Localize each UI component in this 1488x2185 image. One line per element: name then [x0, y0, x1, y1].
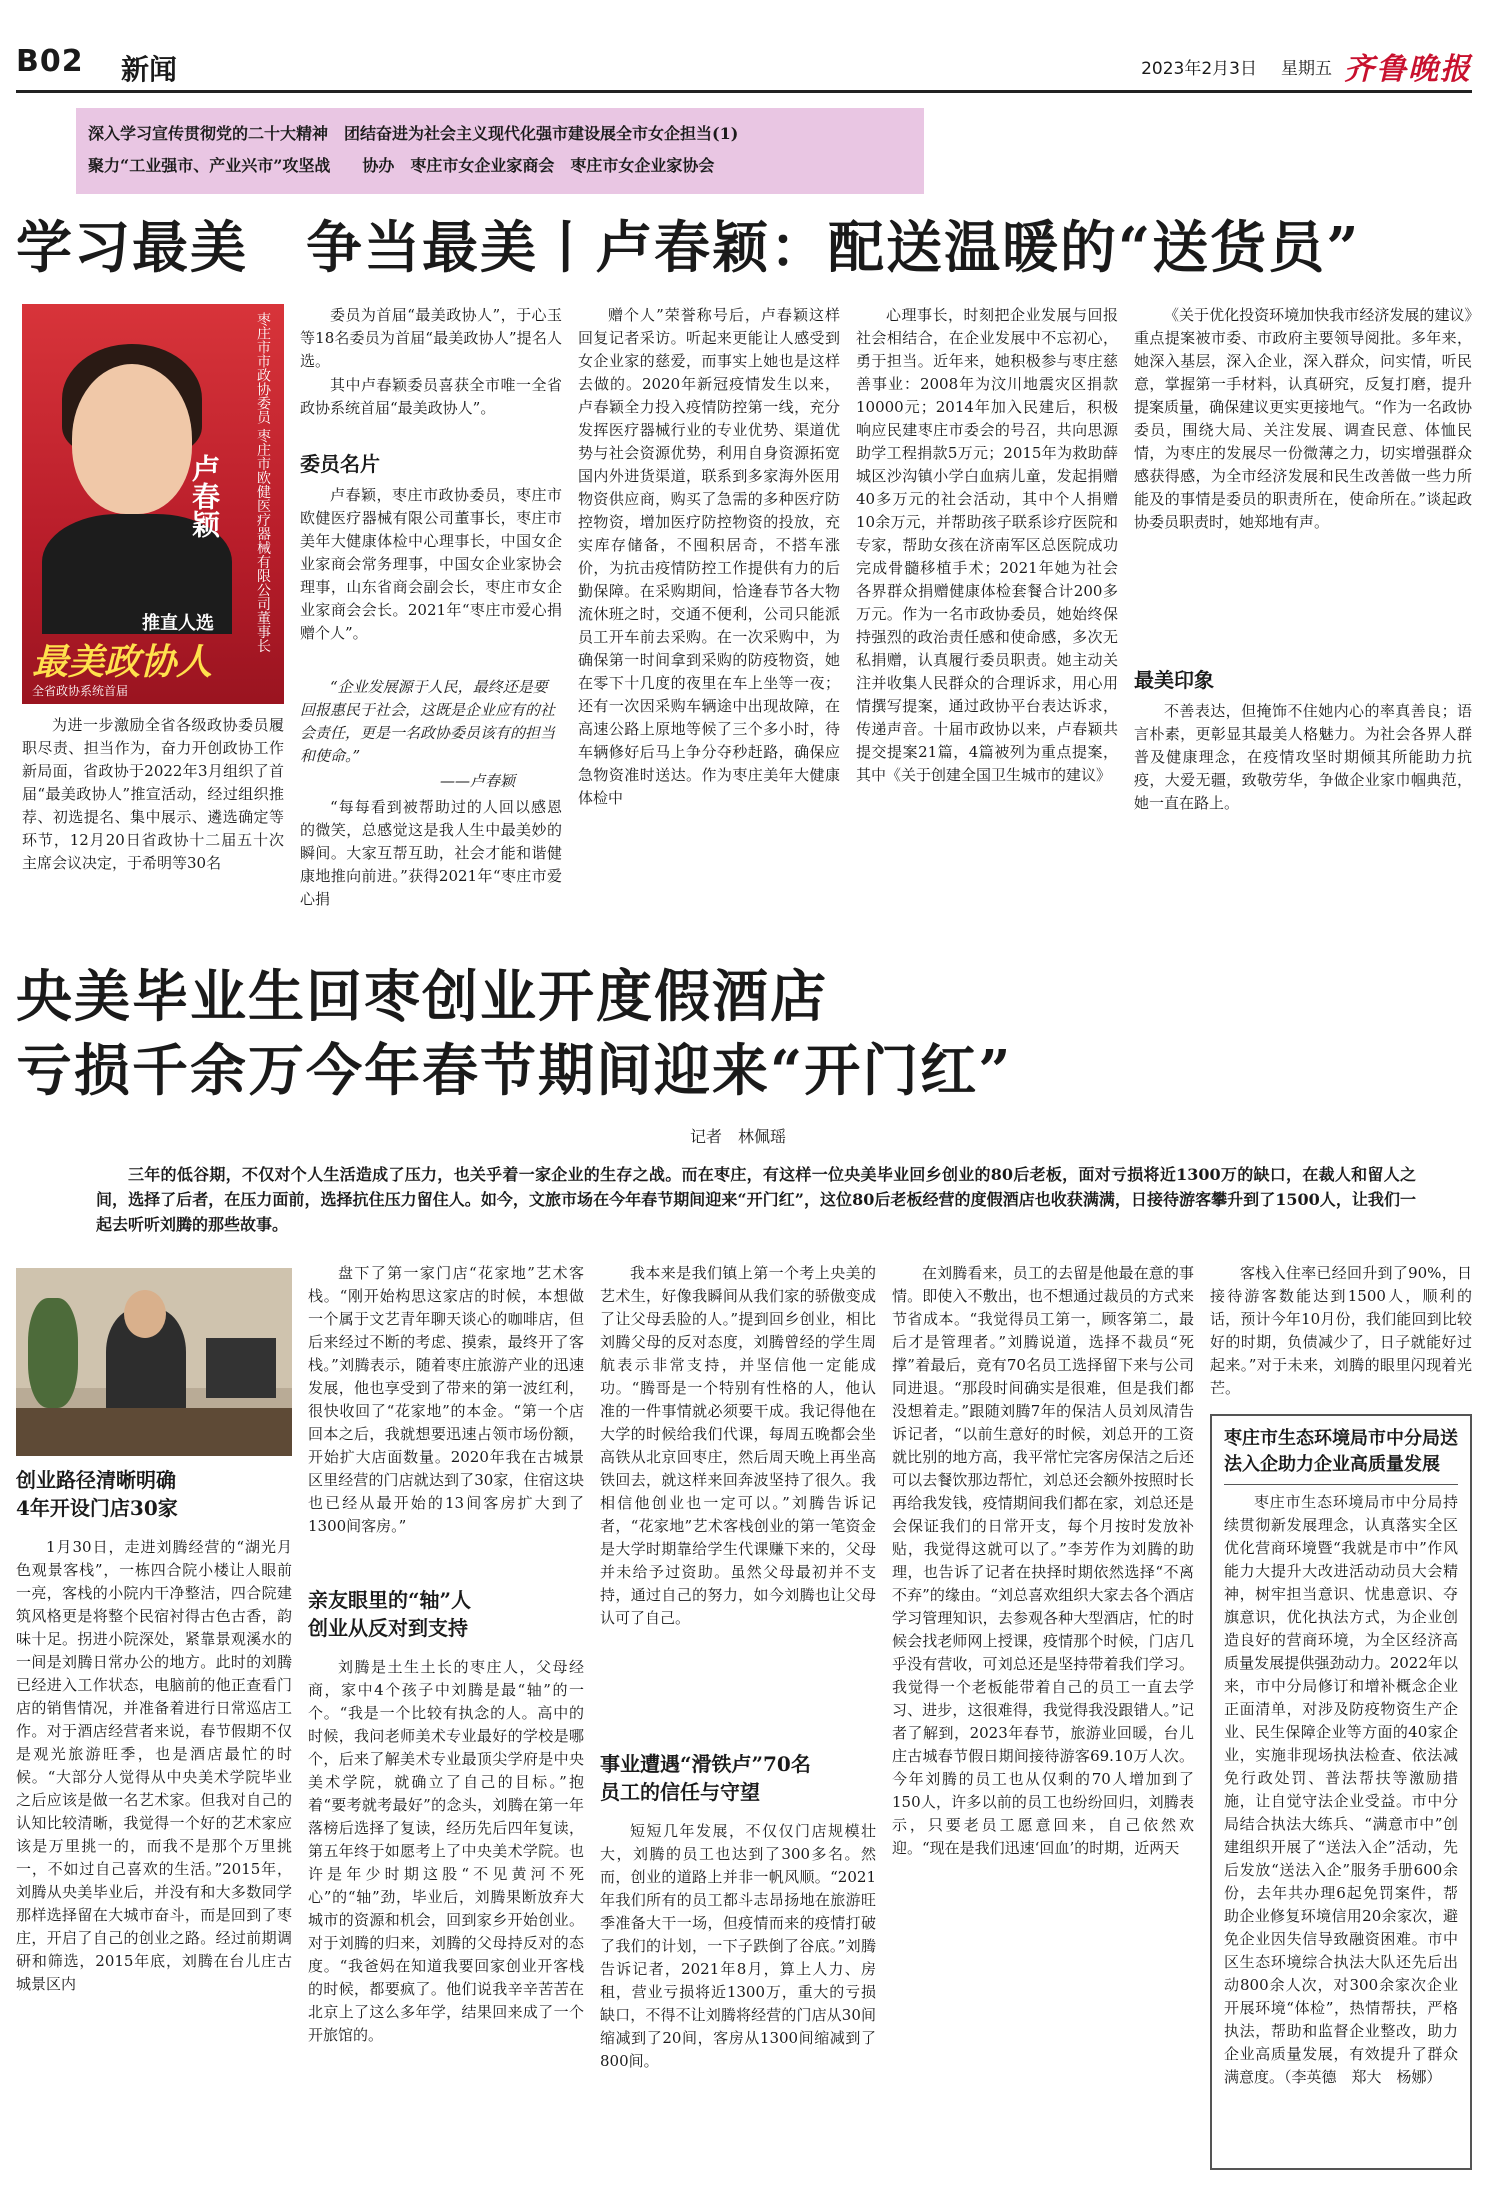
article2-col4: 在刘腾看来，员工的去留是他最在意的事情。即使入不敷出，也不想通过裁员的方式来节省成本。“我觉得员工第一，顾客第二，最后才是管理者。”刘腾说道，选择不裁员“死撑”着最后，竟有70名员工选择留下来与公司同进退。“那段时间确实是很难，但是我们都没想着走。”跟随刘腾7年的保洁人员刘凤清告诉记者，“以前生意好的时候，刘总开的工资就比别的地方高，我平常忙完客房保洁之后还可以去餐饮那边帮忙，刘总还会额外按照时长再给我发钱，疫情期间我们都在家，刘总还是会保证我们的日常开支，每个月按时发放补贴，我觉得这就可以了。”李芳作为刘腾的助理，也告诉了记者在抉择时期依然选择“不离不弃”的缘由。“刘总喜欢组织大家去各个酒店学习管理知识，去参观各种大型酒店，忙的时候会找老师网上授课，疫情那个时候，门店几乎没有营收，可刘总还是坚持带着我们学习。我觉得一个老板能带着自己的员工一直去学习、进步，这很难得，我觉得我没跟错人。”记者了解到，2023年春节，旅游业回暖，台儿庄古城春节假日期间接待游客69.10万人次。今年刘腾的员工也从仅剩的70人增加到了150人，许多以前的员工也纷纷回归，刘腾表示，只要老员工愿意回来，自己依然欢迎。“现在是我们迅速‘回血’的时期，近两天 [892, 1264, 1194, 1857]
article2-col1: 1月30日，走进刘腾经营的“湖光月色观景客栈”，一栋四合院小楼让人眼前一亮，客栈的小院内干净整洁，四合院建筑风格更是将整个民宿衬得古色古香，韵味十足。拐进小院深处，紧靠景观溪水的一间是刘腾日常办公的地方。此时的刘腾已经进入工作状态，电脑前的他正查看门店的销售情况，并准备着进行日常巡店工作。对于酒店经营者来说，春节假期不仅是观光旅游旺季，也是酒店最忙的时候。“大部分人觉得从中央美术学院毕业之后应该是做一名艺术家。但我对自己的认知比较清晰，我觉得一个好的艺术家应该是万里挑一的，而我不是那个万里挑一，不如过自己喜欢的生活。”2015年，刘腾从央美毕业后，并没有和大多数同学那样选择留在大城市奋斗，而是回到了枣庄，开启了自己的创业之路。经过前期调研和筛选，2015年底，刘腾在台儿庄古城景区内 [16, 1538, 292, 1993]
article1-col1: 为进一步激励全省各级政协委员履职尽责、担当作为，奋力开创政协工作新局面，省政协于2022年3月组织了首届“最美政协人”推宣活动，经过组织推荐、初选提名、集中展示、遴选确定等环节，12月20日省政协十二届五十次主席会议决定，于希明等30名 [22, 716, 284, 872]
subhead-2: 亲友眼里的“轴”人 创业从反对到支持 [308, 1588, 472, 1640]
portrait-award: 最美政协人 [32, 641, 213, 683]
portrait-face [72, 364, 192, 514]
portrait-award-sub: 全省政协系统首届 [32, 684, 129, 698]
article2-col3b: 短短几年发展，不仅仅门店规模壮大，刘腾的员工也达到了300多名。然而，创业的道路上并非一帆风顺。“2021年我们所有的员工都斗志昂扬地在旅游旺季准备大干一场，但疫情而来的疫情打破了我们的计划，一下子跌倒了谷底。”刘腾告诉记者，2021年8月，算上人力、房租，营业亏损将近1300万，重大的亏损缺口，不得不让刘腾将经营的门店从30间缩减到了20间，客房从1300间缩减到了800间。 [600, 1822, 876, 2070]
article2-headline [16, 960, 1472, 1108]
photo-desk [16, 1408, 292, 1456]
campaign-banner [76, 108, 924, 194]
article1-col2b: 其中卢春颖委员喜获全市唯一全省政协系统首届“最美政协人”。 [300, 376, 562, 417]
portrait-name: 卢春颖 [188, 454, 221, 538]
portrait-photo [22, 304, 284, 704]
issue-date: 2023年2月3日 [1141, 59, 1257, 79]
photo-plant [28, 1298, 78, 1408]
banner-line-2: 聚力“工业强市、产业兴市”攻坚战 协办 枣庄市女企业家商会 枣庄市女企业家协会 [88, 156, 715, 175]
article2-headline-line1: 央美毕业生回枣创业开度假酒店 [16, 964, 828, 1030]
subhead-3: 事业遭遇“滑铁卢”70名 员工的信任与守望 [600, 1752, 811, 1804]
article1-quote: “企业发展源于人民，最终还是要回报惠民于社会，这既是企业应有的社会责任，更是一名政协委员该有的担当和使命。” [300, 678, 556, 765]
photo-person-head [124, 1290, 166, 1338]
article1-quote-by: ——卢春颖 [440, 772, 516, 790]
article1-col5b: 不善表达，但掩饰不住她内心的率真善良；语言朴素，更彰显其最美人格魅力。为社会各界人群普及健康理念，在疫情攻坚时期倾其所能助力抗疫，大爱无疆，致敬劳华，争做企业家巾帼典范，她一直在路上。 [1134, 702, 1472, 812]
article2-byline: 记者 林佩瑶 [690, 1127, 787, 1146]
subhead-impression: 最美印象 [1134, 668, 1214, 692]
article2-col5: 客栈入住率已经回升到了90%，日接待游客数能达到1500人，顺利的话，预计今年10月份，我们能回到比较好的时期，负债减少了，日子就能好过起来。”对于未来，刘腾的眼里闪现着光芒。 [1210, 1264, 1472, 1397]
article1-col2c: 卢春颖，枣庄市政协委员，枣庄市欧健医疗器械有限公司董事长，枣庄市美年大健康体检中心理事长，中国女企业家商会常务理事，中国女企业家协会理事，山东省商会副会长，枣庄市女企业家商会会长。2021年“枣庄市爱心捐赠个人”。 [300, 486, 562, 642]
article1-col3: 赠个人”荣誉称号后，卢春颖这样回复记者采访。听起来更能让人感受到女企业家的慈爱，而事实上她也是这样去做的。2020年新冠疫情发生以来，卢春颖全力投入疫情防控第一线，充分发挥医疗器械行业的专业优势、渠道优势与社会资源优势，利用自身资源拓宽国内外进货渠道，联系到多家海外医用物资供应商，购买了急需的多种医疗防控物资，增加医疗防控物资的投放，充实库存储备，不囤积居奇，不搭车涨价，为抗击疫情防控工作提供有力的后勤保障。在采购期间，恰逢春节各大物流休班之时，交通不便利，公司只能派员工开车前去采购。在一次采购中，为确保第一时间拿到采购的防疫物资，她在零下十几度的夜里在车上坐等一夜；还有一次因采购车辆途中出现故障，在高速公路上原地等候了三个多小时，待车辆修好后马上争分夺秒赶路，确保应急物资准时送达。作为枣庄美年大健康体检中 [578, 306, 840, 807]
photo-monitor [206, 1338, 276, 1398]
portrait-tag: 推直人选 [142, 613, 214, 634]
subhead-card: 委员名片 [300, 452, 380, 476]
sidebox-body: 枣庄市生态环境局市中分局持续贯彻新发展理念，认真落实全区优化营商环境暨“我就是市中”作风能力大提升大改进活动动员大会精神，树牢担当意识、忧患意识、夺旗意识，优化执法方式，为企业创造良好的营商环境，为全区经济高质量发展提供强劲动力。2022年以来，市中分局修订和增补概念企业正面清单，对涉及防疫物资生产企业、民生保障企业等方面的40家企业，实施非现场执法检查、依法减免行政处罚、普法帮扶等激励措施，让自觉守法企业受益。市中分局结合执法大练兵、“满意市中”创建组织开展了“送法入企”活动，先后发放“送法入企”服务手册600余份，去年共办理6起免罚案件，帮助企业修复环境信用20余家次，避免企业因失信导致融资困难。市中区生态环境综合执法大队还先后出动800余人次，对300余家次企业开展环境“体检”，热情帮扶，严格执法，帮助和监督企业整改，助力企业高质量发展，有效提升了群众满意度。（李英德 郑大 杨娜） [1224, 1493, 1458, 2086]
founder-photo [16, 1268, 292, 1456]
article2-col2b: 刘腾是土生土长的枣庄人，父母经商，家中4个孩子中刘腾是最“轴”的一个。“我是一个比较有执念的人。高中的时候，我问老师美术专业最好的学校是哪个，后来了解美术专业最顶尖学府是中央美术学院，就确立了自己的目标。”抱着“要考就考最好”的念头，刘腾在第一年落榜后选择了复读，经历先后四年复读，第五年终于如愿考上了中央美术学院。也许是年少时期这股“不见黄河不死心”的“轴”劲，毕业后，刘腾果断放弃大城市的资源和机会，回到家乡开始创业。对于刘腾的归来，刘腾的父母持反对的态度。“我爸妈在知道我要回家创业开客栈的时候，都要疯了。他们说我辛辛苦苦在北京上了这么多年学，结果回来成了一个开旅馆的。 [308, 1658, 584, 2044]
article2-headline-line2: 亏损千余万今年春节期间迎来“开门红” [16, 1038, 1013, 1104]
masthead [16, 44, 1472, 88]
portrait-title-caption: 枣庄市市政协委员 枣庄市欧健医疗器械有限公司董事长 [255, 312, 271, 653]
article2-col2a: 盘下了第一家门店“花家地”艺术客栈。“刚开始构思这家店的时候，本想做一个属于文艺青年聊天谈心的咖啡店，但后来经过不断的考虑、摸索，最终开了客栈。”刘腾表示，随着枣庄旅游产业的迅速发展，他也享受到了带来的第一波红利，很快收回了“花家地”的本金。“第一个店回本之后，我就想要迅速占领市场份额，开始扩大店面数量。2020年我在古城景区里经营的门店就达到了30家，住宿这块也已经从最开始的13间客房扩大到了1300间客房。” [308, 1264, 584, 1535]
article2-col3a: 我本来是我们镇上第一个考上央美的艺术生，好像我瞬间从我们家的骄傲变成了让父母丢脸的人。”提到回乡创业，相比刘腾父母的反对态度，刘腾曾经的学生周航表示非常支持，并坚信他一定能成功。“腾哥是一个特别有性格的人，他认准的一件事情就必须要干成。我记得他在大学的时候给我们代课，每周五晚都会坐高铁从北京回枣庄，然后周天晚上再坐高铁回去，就这样来回奔波坚持了很久。我相信他创业也一定可以。”刘腾告诉记者，“花家地”艺术客栈创业的第一笔资金是大学时期靠给学生代课赚下来的，父母并未给予过资助。虽然父母最初并不支持，通过自己的努力，如今刘腾也让父母认可了自己。 [600, 1264, 876, 1627]
article1-col2d: “每每看到被帮助过的人回以感恩的微笑，总感觉这是我人生中最美妙的瞬间。大家互帮互助，社会才能和谐健康地推向前进。”获得2021年“枣庄市爱心捐 [300, 798, 562, 908]
issue-weekday: 星期五 [1281, 59, 1332, 79]
article2-lead: 三年的低谷期，不仅对个人生活造成了压力，也关乎着一家企业的生存之战。而在枣庄，有这样一位央美毕业回乡创业的80后老板，面对亏损将近1300万的缺口，在裁人和留人之间，选择了后者，在压力面前，选择抗住压力留住人。如今，文旅市场在今年春节期间迎来“开门红”，这位80后老板经营的度假酒店也收获满满，日接待游客攀升到了1500人，让我们一起去听听刘腾的那些故事。 [96, 1165, 1416, 1234]
top-rule [16, 90, 1472, 93]
newspaper-logo: 齐鲁晚报 [1344, 52, 1472, 87]
section-name: 新闻 [121, 53, 178, 86]
sidebox-rule [1224, 1484, 1458, 1485]
article1-headline: 学习最美 争当最美丨卢春颖：配送温暖的“送货员” [16, 215, 1361, 281]
article1-col4: 心理事长，时刻把企业发展与回报社会相结合，在企业发展中不忘初心，勇于担当。近年来，她积极参与枣庄慈善事业：2008年为汶川地震灾区捐款10000元；2014年加入民建后，积极响应民建枣庄市委会的号召，共向思源助学工程捐款5万元；2015年为救助薛城区沙沟镇小学白血病儿童，发起捐赠40多万元的社会活动，其中个人捐赠10余万元，并帮助孩子联系诊疗医院和专家，帮助女孩在济南军区总医院成功完成骨髓移植手术；2021年她为社会各界群众捐赠健康体检套餐合计200多万元。作为一名市政协委员，她始终保持强烈的政治责任感和使命感，多次无私捐赠，认真履行委员职责。她主动关注并收集人民群众的合理诉求，用心用情撰写提案，通过政协平台表达诉求，传递声音。十届市政协以来，卢春颖共提交提案21篇，4篇被列为重点提案，其中《关于创建全国卫生城市的建议》 [856, 306, 1118, 784]
sidebar-news-box [1210, 1414, 1472, 2170]
subhead-1: 创业路径清晰明确 4年开设门店30家 [16, 1468, 178, 1520]
page-code: B02 [16, 44, 84, 79]
banner-line-1: 深入学习宣传贯彻党的二十大精神 团结奋进为社会主义现代化强市建设展全市女企担当(1) [88, 124, 739, 143]
sidebox-title: 枣庄市生态环境局市中分局送法入企助力企业高质量发展 [1224, 1428, 1458, 1475]
article1-col2a: 委员为首届“最美政协人”，于心玉等18名委员为首届“最美政协人”提名人选。 [300, 306, 562, 370]
article1-col5a: 《关于优化投资环境加快我市经济发展的建议》重点提案被市委、市政府主要领导阅批。多年来，她深入基层，深入企业，深入群众，问实情，听民意，掌握第一手材料，认真研究，反复打磨，提升提案质量，确保建议更实更接地气。“作为一名政协委员，围绕大局、关注发展、调查民意、体恤民情，为枣庄的发展尽一份微薄之力，切实增强群众感获得感，为全市经济发展和民生改善做一些力所能及的事情是委员的职责所在，使命所在。”谈起政协委员职责时，她郑地有声。 [1134, 306, 1472, 531]
